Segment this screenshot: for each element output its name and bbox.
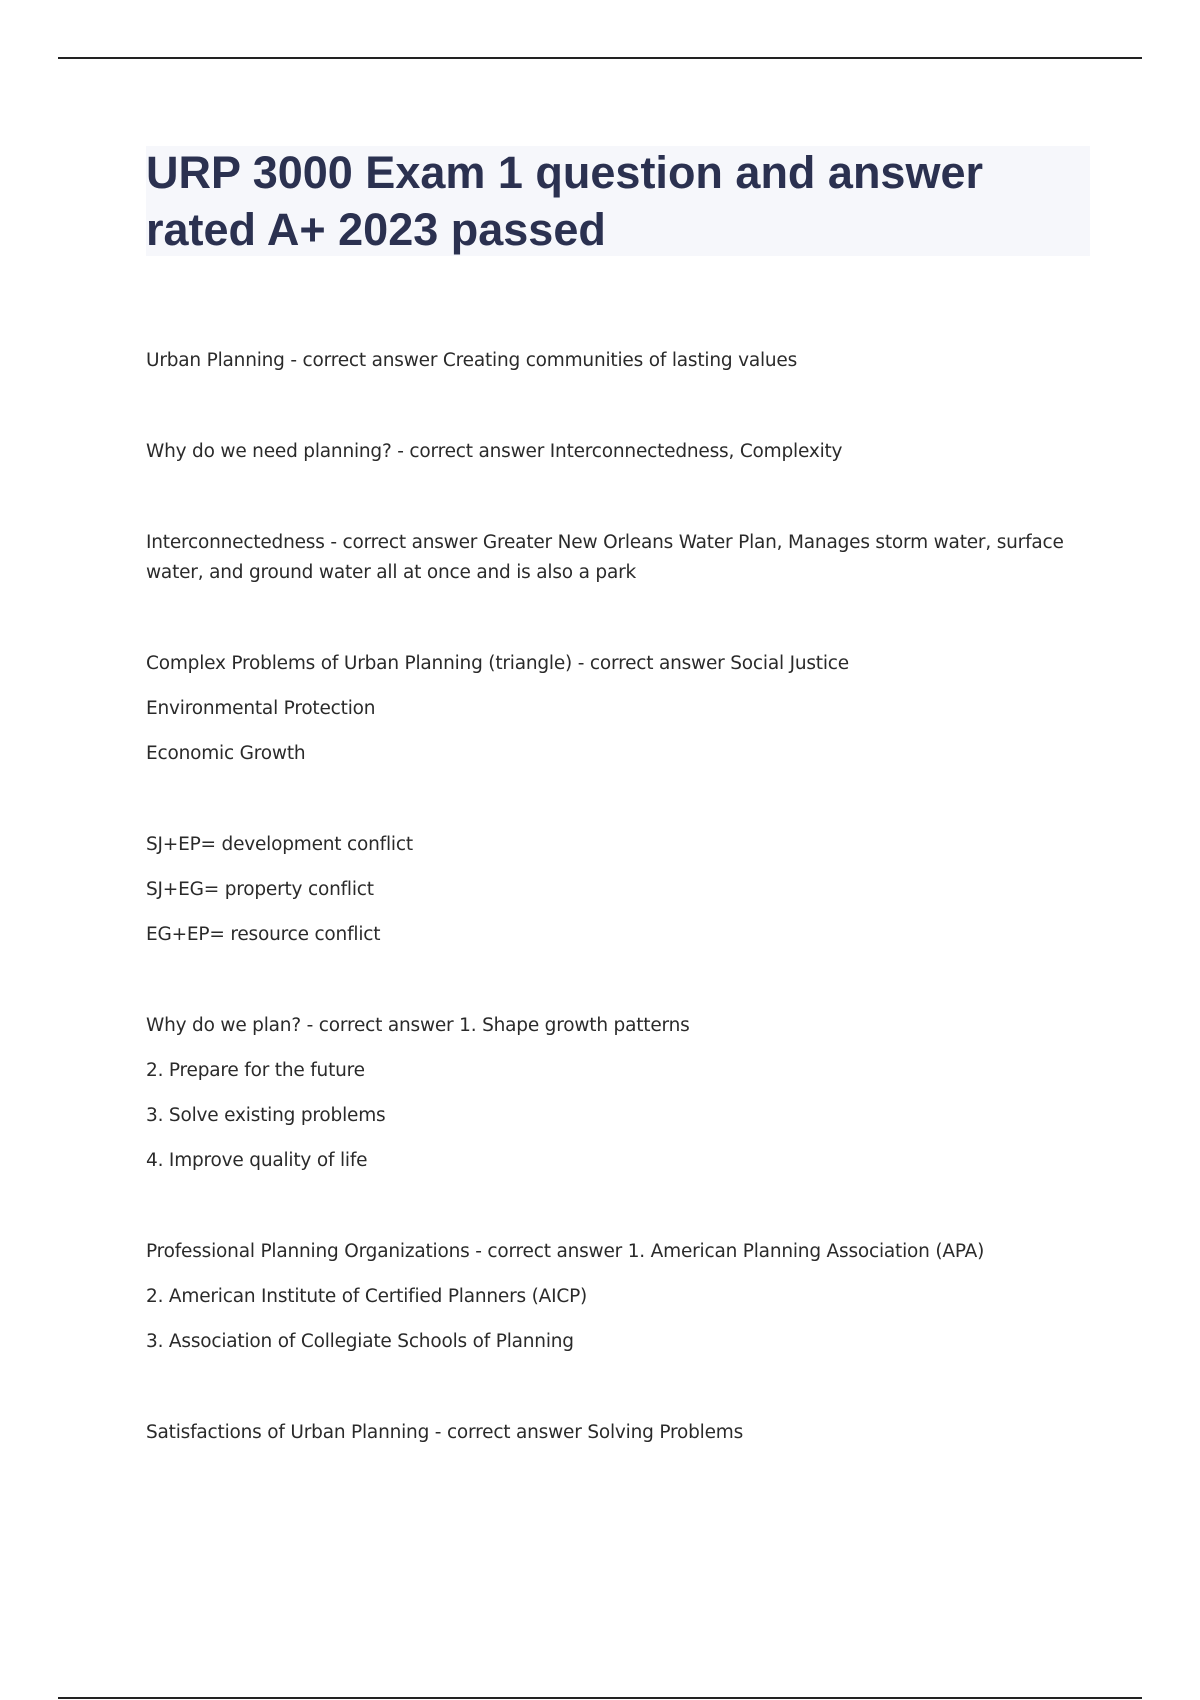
qa-entry xyxy=(146,1011,1086,1176)
qa-text-line: 2. Prepare for the future xyxy=(146,1060,365,1081)
qa-text: SJ+EP= development conflict xyxy=(146,834,413,855)
qa-text-line: SJ+EG= property conflict xyxy=(146,879,374,900)
qa-text: Complex Problems of Urban Planning (triangle) - correct answer Social Justice xyxy=(146,653,849,674)
document-body xyxy=(146,346,1086,1509)
qa-entry xyxy=(146,830,1086,950)
qa-text: Why do we need planning? - correct answer Interconnectedness, Complexity xyxy=(146,441,843,462)
qa-text: Why do we plan? - correct answer 1. Shape growth patterns xyxy=(146,1015,690,1036)
qa-text-line: 2. American Institute of Certified Planners (AICP) xyxy=(146,1286,588,1307)
qa-text-line: Environmental Protection xyxy=(146,698,376,719)
top-rule xyxy=(58,57,1142,59)
qa-text-line: EG+EP= resource conflict xyxy=(146,924,381,945)
qa-entry xyxy=(146,1237,1086,1357)
qa-text-line: Economic Growth xyxy=(146,743,306,764)
qa-entry xyxy=(146,1418,1086,1448)
qa-entry xyxy=(146,346,1086,376)
qa-entry xyxy=(146,528,1086,588)
qa-text-line: 3. Solve existing problems xyxy=(146,1105,386,1126)
qa-text: Interconnectedness - correct answer Greater New Orleans Water Plan, Manages storm water, surface water, and ground water all at once and is also a park xyxy=(146,532,1064,583)
qa-text-line: 3. Association of Collegiate Schools of Planning xyxy=(146,1331,574,1352)
bottom-rule xyxy=(58,1697,1142,1699)
qa-text: Professional Planning Organizations - correct answer 1. American Planning Association (APA) xyxy=(146,1241,985,1262)
qa-text: Urban Planning - correct answer Creating communities of lasting values xyxy=(146,350,798,371)
page-title: URP 3000 Exam 1 question and answer rated A+ 2023 passed xyxy=(146,147,984,255)
qa-entry xyxy=(146,649,1086,769)
qa-text-line: 4. Improve quality of life xyxy=(146,1150,368,1171)
qa-entry xyxy=(146,437,1086,467)
qa-text: Satisfactions of Urban Planning - correct answer Solving Problems xyxy=(146,1422,744,1443)
